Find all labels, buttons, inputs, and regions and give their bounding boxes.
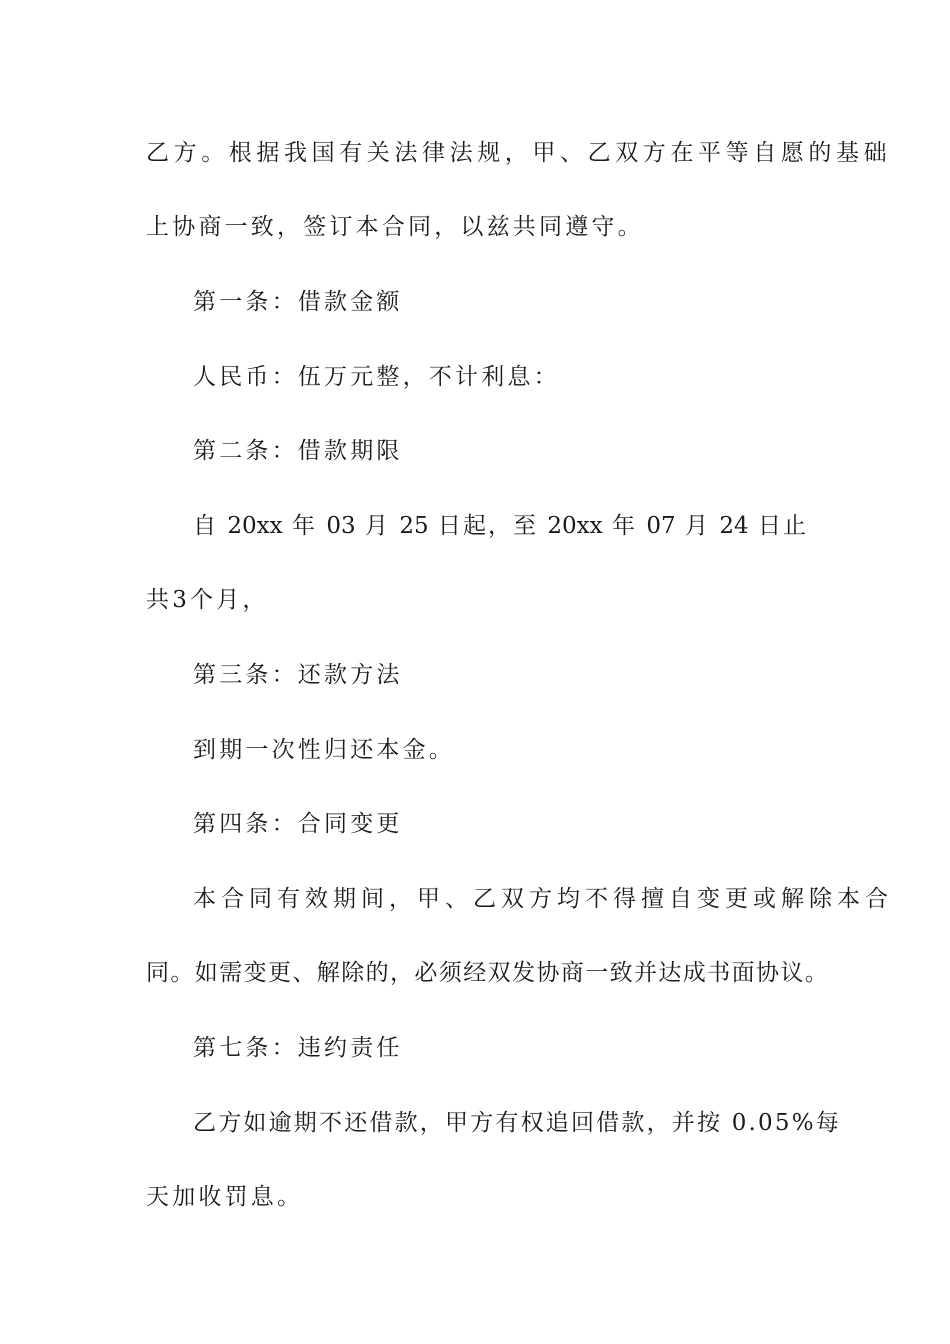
paragraph-line: 上协商一致，签订本合同，以兹共同遵守。 bbox=[146, 214, 644, 240]
article-heading-3: 第三条：还款方法 bbox=[193, 662, 403, 688]
paragraph-line: 共3个月， bbox=[146, 587, 269, 613]
paragraph-line: 自 20xx 年 03 月 25 日起，至 20xx 年 07 月 24 日止 bbox=[193, 513, 806, 539]
article-heading-1: 第一条：借款金额 bbox=[193, 289, 403, 315]
paragraph-line: 本合同有效期间，甲、乙双方均不得擅自变更或解除本合 bbox=[193, 886, 893, 912]
paragraph-line: 天加收罚息。 bbox=[146, 1184, 304, 1210]
paragraph-line: 人民币：伍万元整，不计利息： bbox=[193, 364, 560, 390]
paragraph-line: 同。如需变更、解除的，必须经双发协商一致并达成书面协议。 bbox=[146, 960, 830, 986]
paragraph-line: 乙方。根据我国有关法律法规，甲、乙双方在平等自愿的基础 bbox=[146, 140, 892, 166]
article-heading-7: 第七条：违约责任 bbox=[193, 1035, 403, 1061]
paragraph-line: 到期一次性归还本金。 bbox=[193, 737, 455, 763]
paragraph-line: 乙方如逾期不还借款，甲方有权追回借款，并按 0.05%每 bbox=[193, 1110, 841, 1136]
article-heading-4: 第四条：合同变更 bbox=[193, 811, 403, 837]
article-heading-2: 第二条：借款期限 bbox=[193, 438, 403, 464]
